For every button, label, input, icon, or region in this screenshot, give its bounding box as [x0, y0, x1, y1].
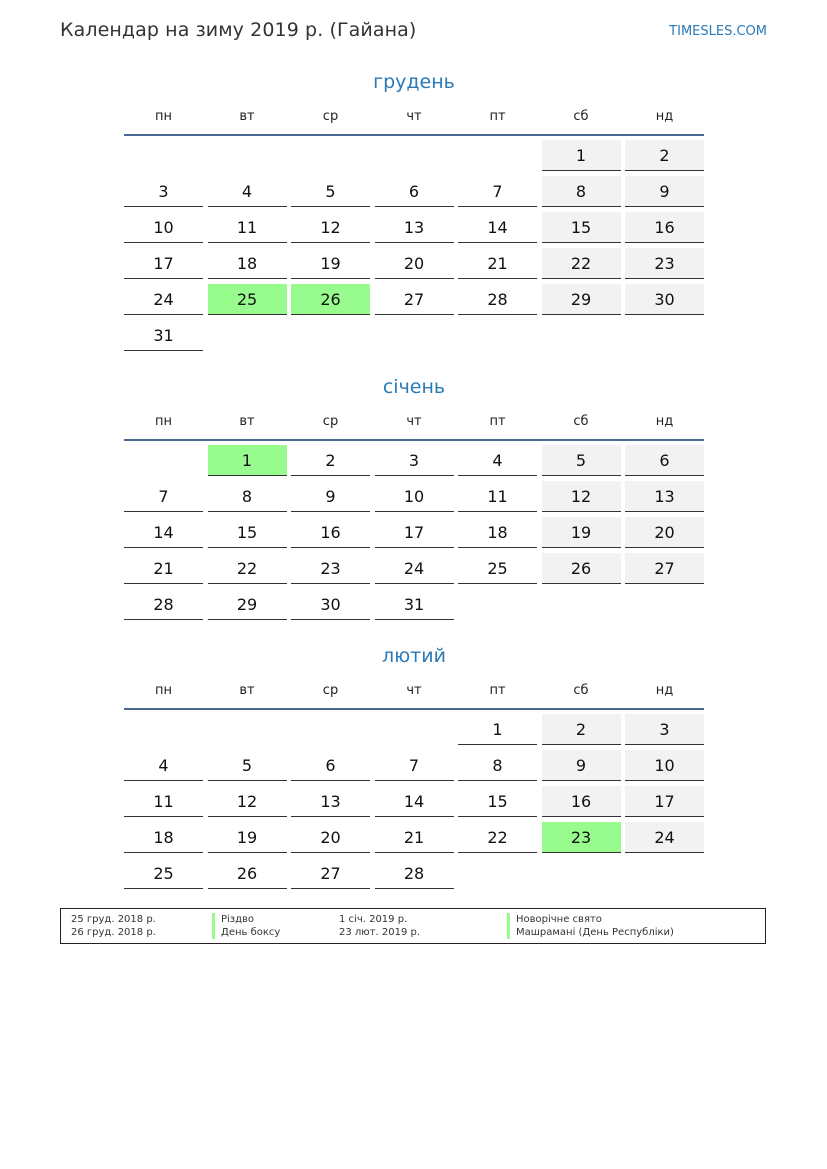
day-cell: 6: [375, 176, 454, 207]
day-cell: 2: [542, 714, 621, 745]
day-cell: 14: [458, 212, 537, 243]
day-cell: 14: [124, 517, 203, 548]
day-cell: 4: [458, 445, 537, 476]
day-cell: 2: [291, 445, 370, 476]
weekday-label: чт: [406, 414, 422, 429]
day-cell: 27: [291, 858, 370, 889]
weekday-label: сб: [573, 414, 589, 429]
day-cell: 27: [375, 284, 454, 315]
holiday-day-cell: 26: [291, 284, 370, 315]
weekday-label: вт: [239, 109, 255, 124]
day-cell: 16: [542, 786, 621, 817]
holiday-day-cell: 23: [542, 822, 621, 853]
weekday-label: ср: [322, 683, 339, 698]
weekday-header: [124, 680, 704, 710]
day-cell: 24: [375, 553, 454, 584]
day-cell: 14: [375, 786, 454, 817]
day-cell: 17: [625, 786, 704, 817]
legend-name: День боксу: [212, 926, 280, 939]
day-cell: 23: [625, 248, 704, 279]
day-cell: 11: [208, 212, 287, 243]
day-cell: 26: [542, 553, 621, 584]
day-cell: 13: [291, 786, 370, 817]
weekday-label: нд: [655, 109, 674, 124]
day-cell: 7: [124, 481, 203, 512]
day-cell: 8: [208, 481, 287, 512]
legend-date: 23 лют. 2019 р.: [339, 927, 421, 938]
day-cell: 29: [208, 589, 287, 620]
day-cell: 15: [458, 786, 537, 817]
day-cell: 31: [375, 589, 454, 620]
empty-cell: [124, 714, 203, 745]
day-cell: 3: [625, 714, 704, 745]
day-cell: 18: [124, 822, 203, 853]
site-link[interactable]: TIMESLES.COM: [669, 24, 767, 39]
day-cell: 17: [124, 248, 203, 279]
day-cell: 6: [625, 445, 704, 476]
day-cell: 19: [291, 248, 370, 279]
day-cell: 27: [625, 553, 704, 584]
day-cell: 5: [291, 176, 370, 207]
day-cell: 15: [542, 212, 621, 243]
day-cell: 20: [375, 248, 454, 279]
day-cell: 13: [625, 481, 704, 512]
day-cell: 16: [625, 212, 704, 243]
day-cell: 28: [375, 858, 454, 889]
days-grid: [124, 714, 704, 889]
day-cell: 9: [291, 481, 370, 512]
day-cell: 11: [124, 786, 203, 817]
weekday-label: пн: [155, 683, 172, 698]
day-cell: 18: [208, 248, 287, 279]
day-cell: 21: [458, 248, 537, 279]
day-cell: 30: [291, 589, 370, 620]
day-cell: 1: [458, 714, 537, 745]
empty-cell: [291, 714, 370, 745]
day-cell: 28: [124, 589, 203, 620]
day-cell: 8: [542, 176, 621, 207]
day-cell: 15: [208, 517, 287, 548]
weekday-label: пн: [155, 109, 172, 124]
day-cell: 25: [458, 553, 537, 584]
legend-date: 26 груд. 2018 р.: [71, 927, 156, 938]
day-cell: 10: [625, 750, 704, 781]
weekday-label: вт: [239, 414, 255, 429]
legend-name: Машрамані (День Республіки): [507, 926, 674, 939]
day-cell: 8: [458, 750, 537, 781]
empty-cell: [291, 140, 370, 171]
day-cell: 12: [291, 212, 370, 243]
holiday-day-cell: 25: [208, 284, 287, 315]
day-cell: 4: [208, 176, 287, 207]
day-cell: 11: [458, 481, 537, 512]
legend-date: 1 січ. 2019 р.: [339, 914, 408, 925]
weekday-label: пт: [489, 683, 506, 698]
day-cell: 18: [458, 517, 537, 548]
month-december: [124, 70, 704, 351]
day-cell: 29: [542, 284, 621, 315]
day-cell: 25: [124, 858, 203, 889]
weekday-label: ср: [322, 414, 339, 429]
day-cell: 22: [208, 553, 287, 584]
empty-cell: [458, 140, 537, 171]
empty-cell: [208, 714, 287, 745]
day-cell: 10: [375, 481, 454, 512]
day-cell: 22: [458, 822, 537, 853]
day-cell: 22: [542, 248, 621, 279]
weekday-label: пт: [489, 414, 506, 429]
empty-cell: [375, 140, 454, 171]
weekday-header: [124, 411, 704, 441]
day-cell: 20: [291, 822, 370, 853]
day-cell: 31: [124, 320, 203, 351]
day-cell: 24: [625, 822, 704, 853]
weekday-label: нд: [655, 683, 674, 698]
weekday-label: ср: [322, 109, 339, 124]
empty-cell: [124, 140, 203, 171]
weekday-label: пт: [489, 109, 506, 124]
day-cell: 20: [625, 517, 704, 548]
legend-row: [61, 913, 765, 926]
month-title: лютий: [382, 645, 446, 667]
day-cell: 3: [375, 445, 454, 476]
weekday-label: чт: [406, 683, 422, 698]
day-cell: 12: [208, 786, 287, 817]
weekday-label: вт: [239, 683, 255, 698]
day-cell: 5: [542, 445, 621, 476]
weekday-label: пн: [155, 414, 172, 429]
legend-name: Новорічне свято: [507, 913, 602, 926]
day-cell: 28: [458, 284, 537, 315]
day-cell: 26: [208, 858, 287, 889]
weekday-label: нд: [655, 414, 674, 429]
month-january: [124, 375, 704, 620]
day-cell: 5: [208, 750, 287, 781]
day-cell: 4: [124, 750, 203, 781]
month-title: січень: [382, 376, 446, 398]
day-cell: 10: [124, 212, 203, 243]
legend-row: [61, 926, 765, 939]
day-cell: 9: [542, 750, 621, 781]
weekday-label: чт: [406, 109, 422, 124]
legend-date: 25 груд. 2018 р.: [71, 914, 156, 925]
day-cell: 7: [375, 750, 454, 781]
day-cell: 16: [291, 517, 370, 548]
empty-cell: [375, 714, 454, 745]
empty-cell: [208, 140, 287, 171]
day-cell: 7: [458, 176, 537, 207]
day-cell: 2: [625, 140, 704, 171]
day-cell: 3: [124, 176, 203, 207]
day-cell: 9: [625, 176, 704, 207]
day-cell: 6: [291, 750, 370, 781]
empty-cell: [124, 445, 203, 476]
day-cell: 1: [542, 140, 621, 171]
day-cell: 13: [375, 212, 454, 243]
month-february: [124, 644, 704, 889]
weekday-label: сб: [573, 109, 589, 124]
day-cell: 21: [124, 553, 203, 584]
day-cell: 24: [124, 284, 203, 315]
day-cell: 12: [542, 481, 621, 512]
month-title: грудень: [373, 71, 455, 93]
legend-name: Різдво: [212, 913, 254, 926]
holiday-day-cell: 1: [208, 445, 287, 476]
weekday-header: [124, 106, 704, 136]
days-grid: [124, 445, 704, 620]
days-grid: [124, 140, 704, 351]
day-cell: 19: [542, 517, 621, 548]
weekday-label: сб: [573, 683, 589, 698]
day-cell: 19: [208, 822, 287, 853]
holiday-legend: [60, 908, 766, 944]
day-cell: 30: [625, 284, 704, 315]
day-cell: 17: [375, 517, 454, 548]
page-title: Календар на зиму 2019 р. (Гайана): [60, 19, 417, 41]
day-cell: 21: [375, 822, 454, 853]
day-cell: 23: [291, 553, 370, 584]
